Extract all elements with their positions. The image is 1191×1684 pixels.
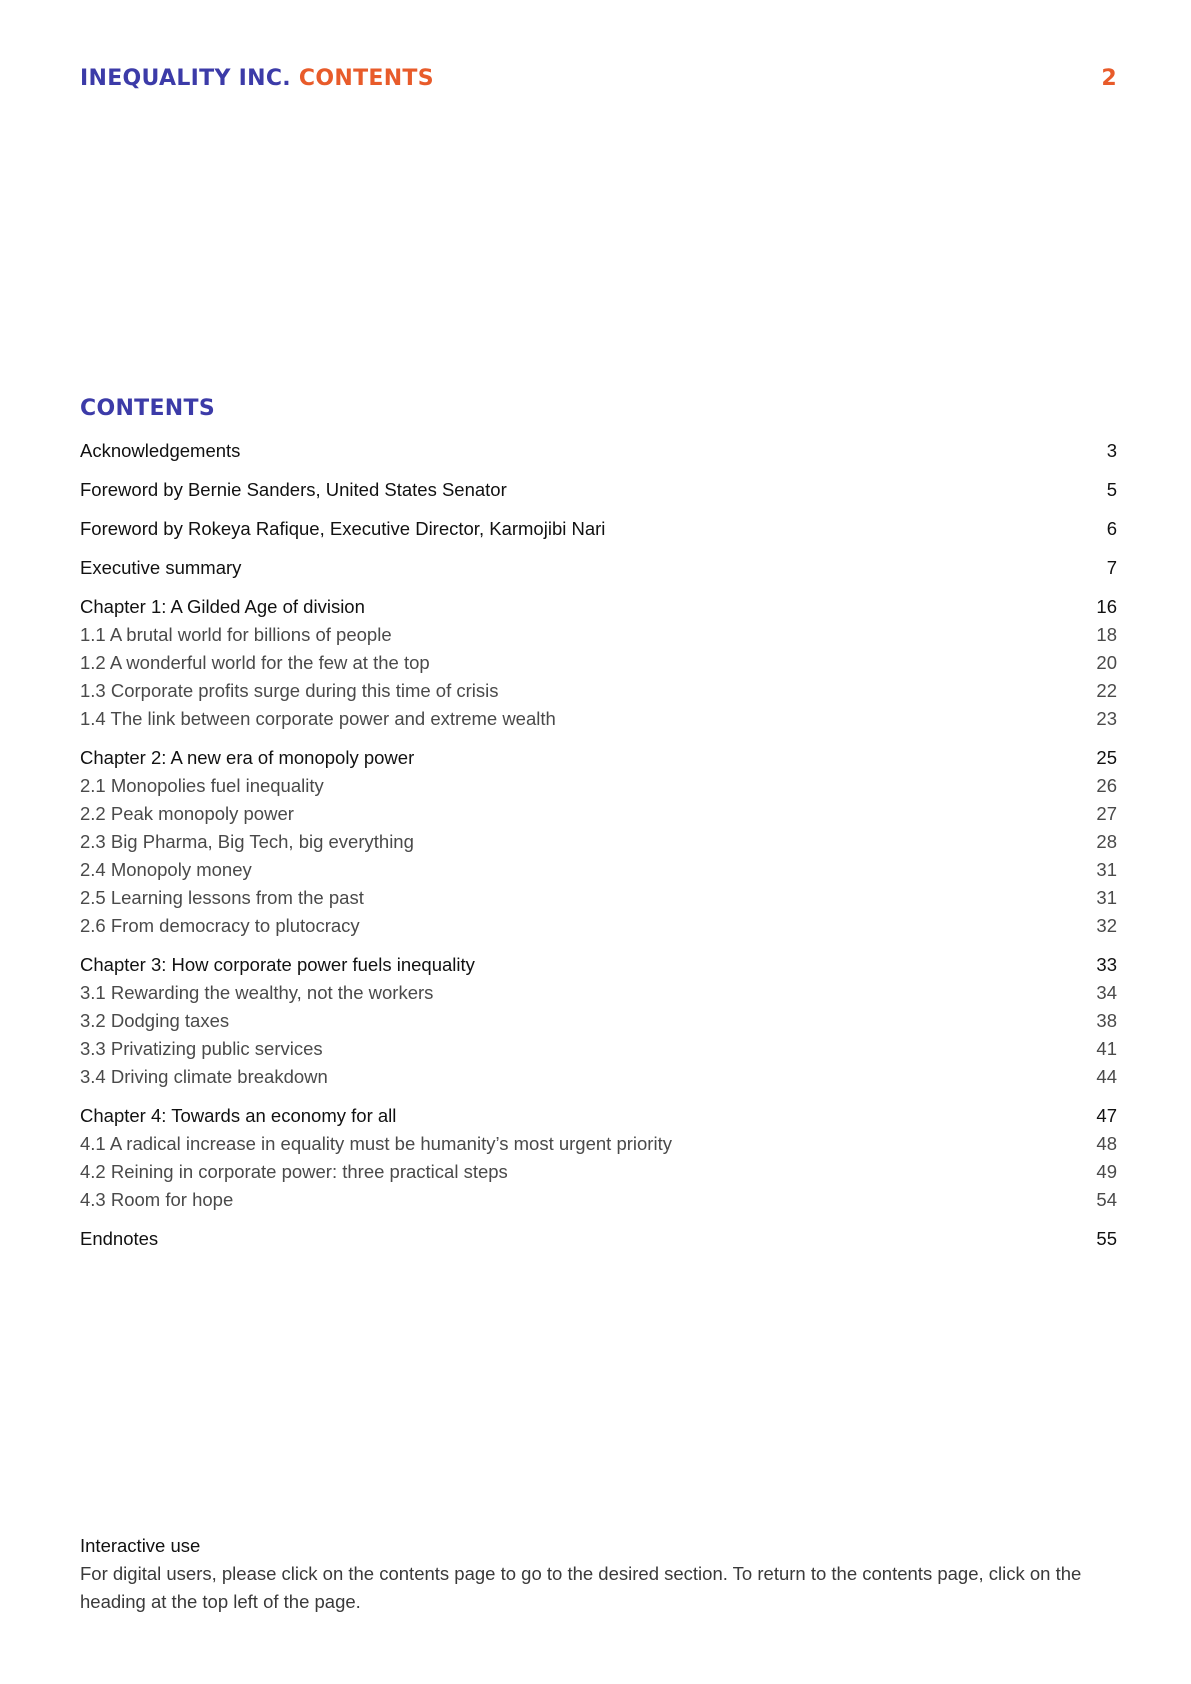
toc-entry-page: 7 <box>1106 557 1117 578</box>
toc-entry-link[interactable] <box>80 437 1117 465</box>
table-of-contents <box>80 437 1117 1264</box>
toc-entry-title: Chapter 4: Towards an economy for all <box>80 1105 397 1126</box>
toc-subentry-link[interactable] <box>80 1035 1117 1063</box>
toc-subentry-title: 2.2 Peak monopoly power <box>80 803 294 824</box>
toc-subentry-title: 3.3 Privatizing public services <box>80 1038 323 1059</box>
toc-subentry-link[interactable] <box>80 856 1117 884</box>
toc-subentry-title: 3.2 Dodging taxes <box>80 1010 230 1031</box>
toc-subentry-page: 38 <box>1096 1010 1117 1031</box>
toc-entry-title: Acknowledgements <box>80 440 241 461</box>
toc-subentry-page: 31 <box>1096 887 1117 908</box>
toc-entry-link[interactable] <box>80 515 1117 543</box>
toc-entry-title: Chapter 2: A new era of monopoly power <box>80 747 415 768</box>
page-header <box>80 62 1117 94</box>
toc-entry-link[interactable] <box>80 1225 1117 1253</box>
toc-subentry-title: 4.3 Room for hope <box>80 1189 234 1210</box>
toc-subentry-title: 2.5 Learning lessons from the past <box>80 887 364 908</box>
toc-subentry-page: 26 <box>1096 775 1117 796</box>
toc-subentry-title: 1.3 Corporate profits surge during this time of crisis <box>80 680 499 701</box>
toc-subentry-title: 2.6 From democracy to plutocracy <box>80 915 360 936</box>
toc-entry-page: 55 <box>1096 1228 1117 1249</box>
toc-entry-title: Chapter 1: A Gilded Age of division <box>80 596 365 617</box>
toc-group <box>80 515 1117 543</box>
toc-subentry-page: 31 <box>1096 859 1117 880</box>
toc-subentry-title: 3.4 Driving climate breakdown <box>80 1066 328 1087</box>
toc-subentry-page: 49 <box>1096 1161 1117 1182</box>
toc-subentry-title: 1.2 A wonderful world for the few at the top <box>80 652 430 673</box>
toc-subentry-link[interactable] <box>80 828 1117 856</box>
toc-subentry-title: 2.1 Monopolies fuel inequality <box>80 775 324 796</box>
toc-subentry-page: 22 <box>1096 680 1117 701</box>
toc-subentry-link[interactable] <box>80 1186 1117 1214</box>
toc-entry-page: 3 <box>1106 440 1117 461</box>
toc-subentry-title: 4.1 A radical increase in equality must be humanity’s most urgent priority <box>80 1133 672 1154</box>
toc-entry-page: 5 <box>1106 479 1117 500</box>
toc-subentry-title: 4.2 Reining in corporate power: three practical steps <box>80 1161 508 1182</box>
toc-entry-title: Chapter 3: How corporate power fuels inequality <box>80 954 475 975</box>
toc-subentry-link[interactable] <box>80 1130 1117 1158</box>
toc-subentry-page: 48 <box>1096 1133 1117 1154</box>
toc-subentry-page: 41 <box>1096 1038 1117 1059</box>
toc-subentry-link[interactable] <box>80 800 1117 828</box>
toc-subentry-page: 28 <box>1096 831 1117 852</box>
page-number: 2 <box>1101 65 1117 91</box>
toc-entry-link[interactable] <box>80 951 1117 979</box>
header-title-link[interactable] <box>80 66 434 91</box>
toc-subentry-title: 2.3 Big Pharma, Big Tech, big everything <box>80 831 414 852</box>
toc-subentry-page: 32 <box>1096 915 1117 936</box>
toc-subentry-link[interactable] <box>80 912 1117 940</box>
header-brand: INEQUALITY INC. <box>80 65 291 91</box>
toc-subentry-page: 20 <box>1096 652 1117 673</box>
toc-subentry-page: 23 <box>1096 708 1117 729</box>
toc-subentry-link[interactable] <box>80 1063 1117 1091</box>
toc-entry-link[interactable] <box>80 476 1117 504</box>
toc-subentry-link[interactable] <box>80 772 1117 800</box>
toc-subentry-link[interactable] <box>80 1158 1117 1186</box>
toc-entry-link[interactable] <box>80 554 1117 582</box>
toc-subentry-title: 3.1 Rewarding the wealthy, not the workers <box>80 982 434 1003</box>
interactive-use-note <box>80 1532 1117 1616</box>
toc-subentry-title: 1.4 The link between corporate power and extreme wealth <box>80 708 556 729</box>
interactive-use-title: Interactive use <box>80 1535 201 1556</box>
toc-group <box>80 744 1117 940</box>
header-section: CONTENTS <box>298 65 434 91</box>
toc-group <box>80 593 1117 733</box>
toc-group <box>80 1225 1117 1253</box>
toc-entry-title: Foreword by Bernie Sanders, United States Senator <box>80 479 507 500</box>
toc-entry-title: Executive summary <box>80 557 242 578</box>
toc-group <box>80 951 1117 1091</box>
toc-subentry-link[interactable] <box>80 1007 1117 1035</box>
toc-subentry-page: 54 <box>1096 1189 1117 1210</box>
toc-entry-page: 47 <box>1096 1105 1117 1126</box>
toc-subentry-title: 1.1 A brutal world for billions of people <box>80 624 392 645</box>
toc-entry-page: 33 <box>1096 954 1117 975</box>
toc-entry-page: 6 <box>1106 518 1117 539</box>
toc-entry-page: 16 <box>1096 596 1117 617</box>
toc-subentry-link[interactable] <box>80 649 1117 677</box>
toc-subentry-page: 44 <box>1096 1066 1117 1087</box>
toc-subentry-page: 18 <box>1096 624 1117 645</box>
toc-subentry-link[interactable] <box>80 979 1117 1007</box>
toc-subentry-link[interactable] <box>80 677 1117 705</box>
toc-subentry-link[interactable] <box>80 884 1117 912</box>
toc-entry-link[interactable] <box>80 744 1117 772</box>
toc-subentry-link[interactable] <box>80 621 1117 649</box>
toc-subentry-link[interactable] <box>80 705 1117 733</box>
toc-entry-page: 25 <box>1096 747 1117 768</box>
toc-group <box>80 1102 1117 1214</box>
toc-entry-link[interactable] <box>80 1102 1117 1130</box>
toc-group <box>80 437 1117 465</box>
toc-group <box>80 476 1117 504</box>
contents-heading: CONTENTS <box>80 396 215 421</box>
toc-subentry-page: 27 <box>1096 803 1117 824</box>
toc-subentry-title: 2.4 Monopoly money <box>80 859 252 880</box>
interactive-use-body: For digital users, please click on the contents page to go to the desired section. To return to the contents page, click on the heading at the top left of the page. <box>80 1563 1082 1612</box>
toc-entry-title: Foreword by Rokeya Rafique, Executive Director, Karmojibi Nari <box>80 518 606 539</box>
toc-entry-title: Endnotes <box>80 1228 159 1249</box>
toc-entry-link[interactable] <box>80 593 1117 621</box>
toc-subentry-page: 34 <box>1096 982 1117 1003</box>
toc-group <box>80 554 1117 582</box>
